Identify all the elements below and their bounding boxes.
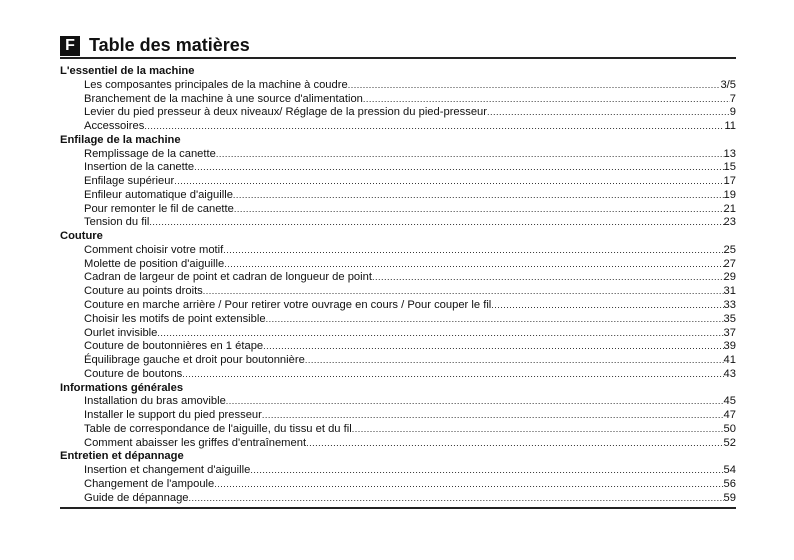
toc-entry[interactable] [60,271,736,285]
toc-entry-label: Branchement de la machine à une source d'alimentation [84,92,363,105]
dot-leader [250,464,723,478]
toc-entry-label: Installer le support du pied presseur [84,409,262,422]
toc-entry-page: 41 [723,354,736,367]
dot-leader [305,354,724,368]
toc-entry[interactable] [60,340,736,354]
toc-entry-page: 9 [729,106,736,119]
dot-leader [262,409,724,423]
toc-entry-page: 35 [723,312,736,325]
toc-section-heading: Enfilage de la machine [60,133,181,146]
toc-entry-page: 29 [723,271,736,284]
toc-entry-page: 59 [723,491,736,504]
toc-entry-page: 50 [723,422,736,435]
toc-entry[interactable] [60,148,736,162]
toc-entry[interactable] [60,161,736,175]
toc-entry-label: Les composantes principales de la machine à coudre [84,78,348,91]
toc-entry[interactable] [60,189,736,203]
toc-entry-label: Comment choisir votre motif [84,243,224,256]
toc-entry[interactable] [60,106,736,120]
toc-entry-page: 47 [723,409,736,422]
toc-entry[interactable] [60,327,736,341]
toc-entry-page: 31 [723,285,736,298]
toc-entry-page: 56 [723,477,736,490]
toc-entry[interactable] [60,354,736,368]
toc-entry-label: Enfilage supérieur [84,175,175,188]
toc-entry[interactable] [60,203,736,217]
toc-entry-page: 3/5 [720,78,736,91]
toc-entry-label: Couture de boutonnières en 1 étape [84,340,264,353]
dot-leader [214,478,723,492]
dot-leader [234,203,724,217]
toc-entry-label: Remplissage de la canette [84,147,216,160]
toc-entry[interactable] [60,313,736,327]
dot-leader [226,395,724,409]
toc-section-heading: Entretien et dépannage [60,450,184,463]
toc-entry-label: Molette de position d'aiguille [84,257,225,270]
toc-entry[interactable] [60,120,736,134]
toc-entry-label: Insertion de la canette [84,161,195,174]
language-badge: F [60,36,80,56]
toc-entry[interactable] [60,437,736,451]
toc-entry-label: Cadran de largeur de point et cadran de longueur de point [84,271,372,284]
toc-entry-page: 19 [723,188,736,201]
toc-entry[interactable] [60,492,736,506]
dot-leader [363,93,730,107]
dot-leader [372,271,724,285]
toc-entry-page: 45 [723,395,736,408]
toc-entry-page: 7 [729,92,736,105]
toc-entry-label: Choisir les motifs de point extensible [84,312,266,325]
toc-entry-label: Enfileur automatique d'aiguille [84,188,233,201]
dot-leader [144,120,724,134]
toc-entry[interactable] [60,464,736,478]
toc-entry-label: Installation du bras amovible [84,395,226,408]
footer-rule [60,507,736,509]
dot-leader [348,79,721,93]
toc-entry-label: Accessoires [84,120,145,133]
toc-entry[interactable] [60,285,736,299]
header-rule [60,57,736,59]
dot-leader [306,437,723,451]
toc-entry[interactable] [60,478,736,492]
dot-leader [487,106,730,120]
toc-entry[interactable] [60,175,736,189]
toc-entry-page: 54 [723,464,736,477]
dot-leader [194,161,723,175]
toc-entry-page: 33 [723,299,736,312]
toc-entry[interactable] [60,79,736,93]
toc-entry-page: 52 [723,436,736,449]
toc-entry-page: 15 [723,161,736,174]
toc-entry-page: 39 [723,340,736,353]
toc-entry[interactable] [60,93,736,107]
toc-entry[interactable] [60,299,736,313]
table-of-contents [60,65,736,506]
toc-entry-page: 21 [723,202,736,215]
dot-leader [223,244,723,258]
toc-entry-page: 27 [723,257,736,270]
dot-leader [266,313,724,327]
toc-entry-page: 11 [724,120,736,133]
toc-entry-label: Guide de dépannage [84,491,189,504]
toc-entry[interactable] [60,395,736,409]
toc-entry-label: Tension du fil [84,216,150,229]
toc-entry[interactable] [60,216,736,230]
dot-leader [491,299,723,313]
dot-leader [189,492,724,506]
toc-section-heading: Informations générales [60,381,184,394]
dot-leader [203,285,724,299]
dot-leader [216,148,724,162]
toc-section-heading: L'essentiel de la machine [60,65,195,77]
toc-entry-page: 37 [723,326,736,339]
toc-entry-label: Comment abaisser les griffes d'entraînement [84,436,307,449]
toc-entry-label: Couture de boutons [84,367,183,380]
toc-entry-label: Table de correspondance de l'aiguille, du tissu et du fil [84,422,352,435]
toc-entry[interactable] [60,244,736,258]
toc-entry-label: Couture en marche arrière / Pour retirer votre ouvrage en cours / Pour couper le fil [84,299,492,312]
dot-leader [149,216,723,230]
dot-leader [263,340,723,354]
toc-entry-label: Insertion et changement d'aiguille [84,464,251,477]
toc-entry-label: Ourlet invisible [84,326,158,339]
toc-entry[interactable] [60,368,736,382]
toc-entry-label: Pour remonter le fil de canette [84,202,234,215]
toc-entry-page: 23 [723,216,736,229]
toc-entry-page: 43 [723,367,736,380]
dot-leader [233,189,724,203]
dot-leader [224,258,723,272]
dot-leader [174,175,723,189]
toc-entry-label: Équilibrage gauche et droit pour boutonnière [84,354,305,367]
toc-entry-label: Couture au points droits [84,285,203,298]
toc-entry-label: Levier du pied presseur à deux niveaux/ Réglage de la pression du pied-presseur [84,106,488,119]
toc-entry-page: 25 [723,243,736,256]
toc-entry[interactable] [60,258,736,272]
dot-leader [182,368,723,382]
toc-entry-page: 17 [723,175,736,188]
dot-leader [157,327,723,341]
toc-entry-label: Changement de l'ampoule [84,477,215,490]
dot-leader [352,423,724,437]
toc-entry-page: 13 [723,147,736,160]
toc-entry[interactable] [60,423,736,437]
toc-section-heading: Couture [60,230,103,243]
page-title: Table des matières [89,35,250,55]
page-header [60,35,250,56]
toc-entry[interactable] [60,409,736,423]
